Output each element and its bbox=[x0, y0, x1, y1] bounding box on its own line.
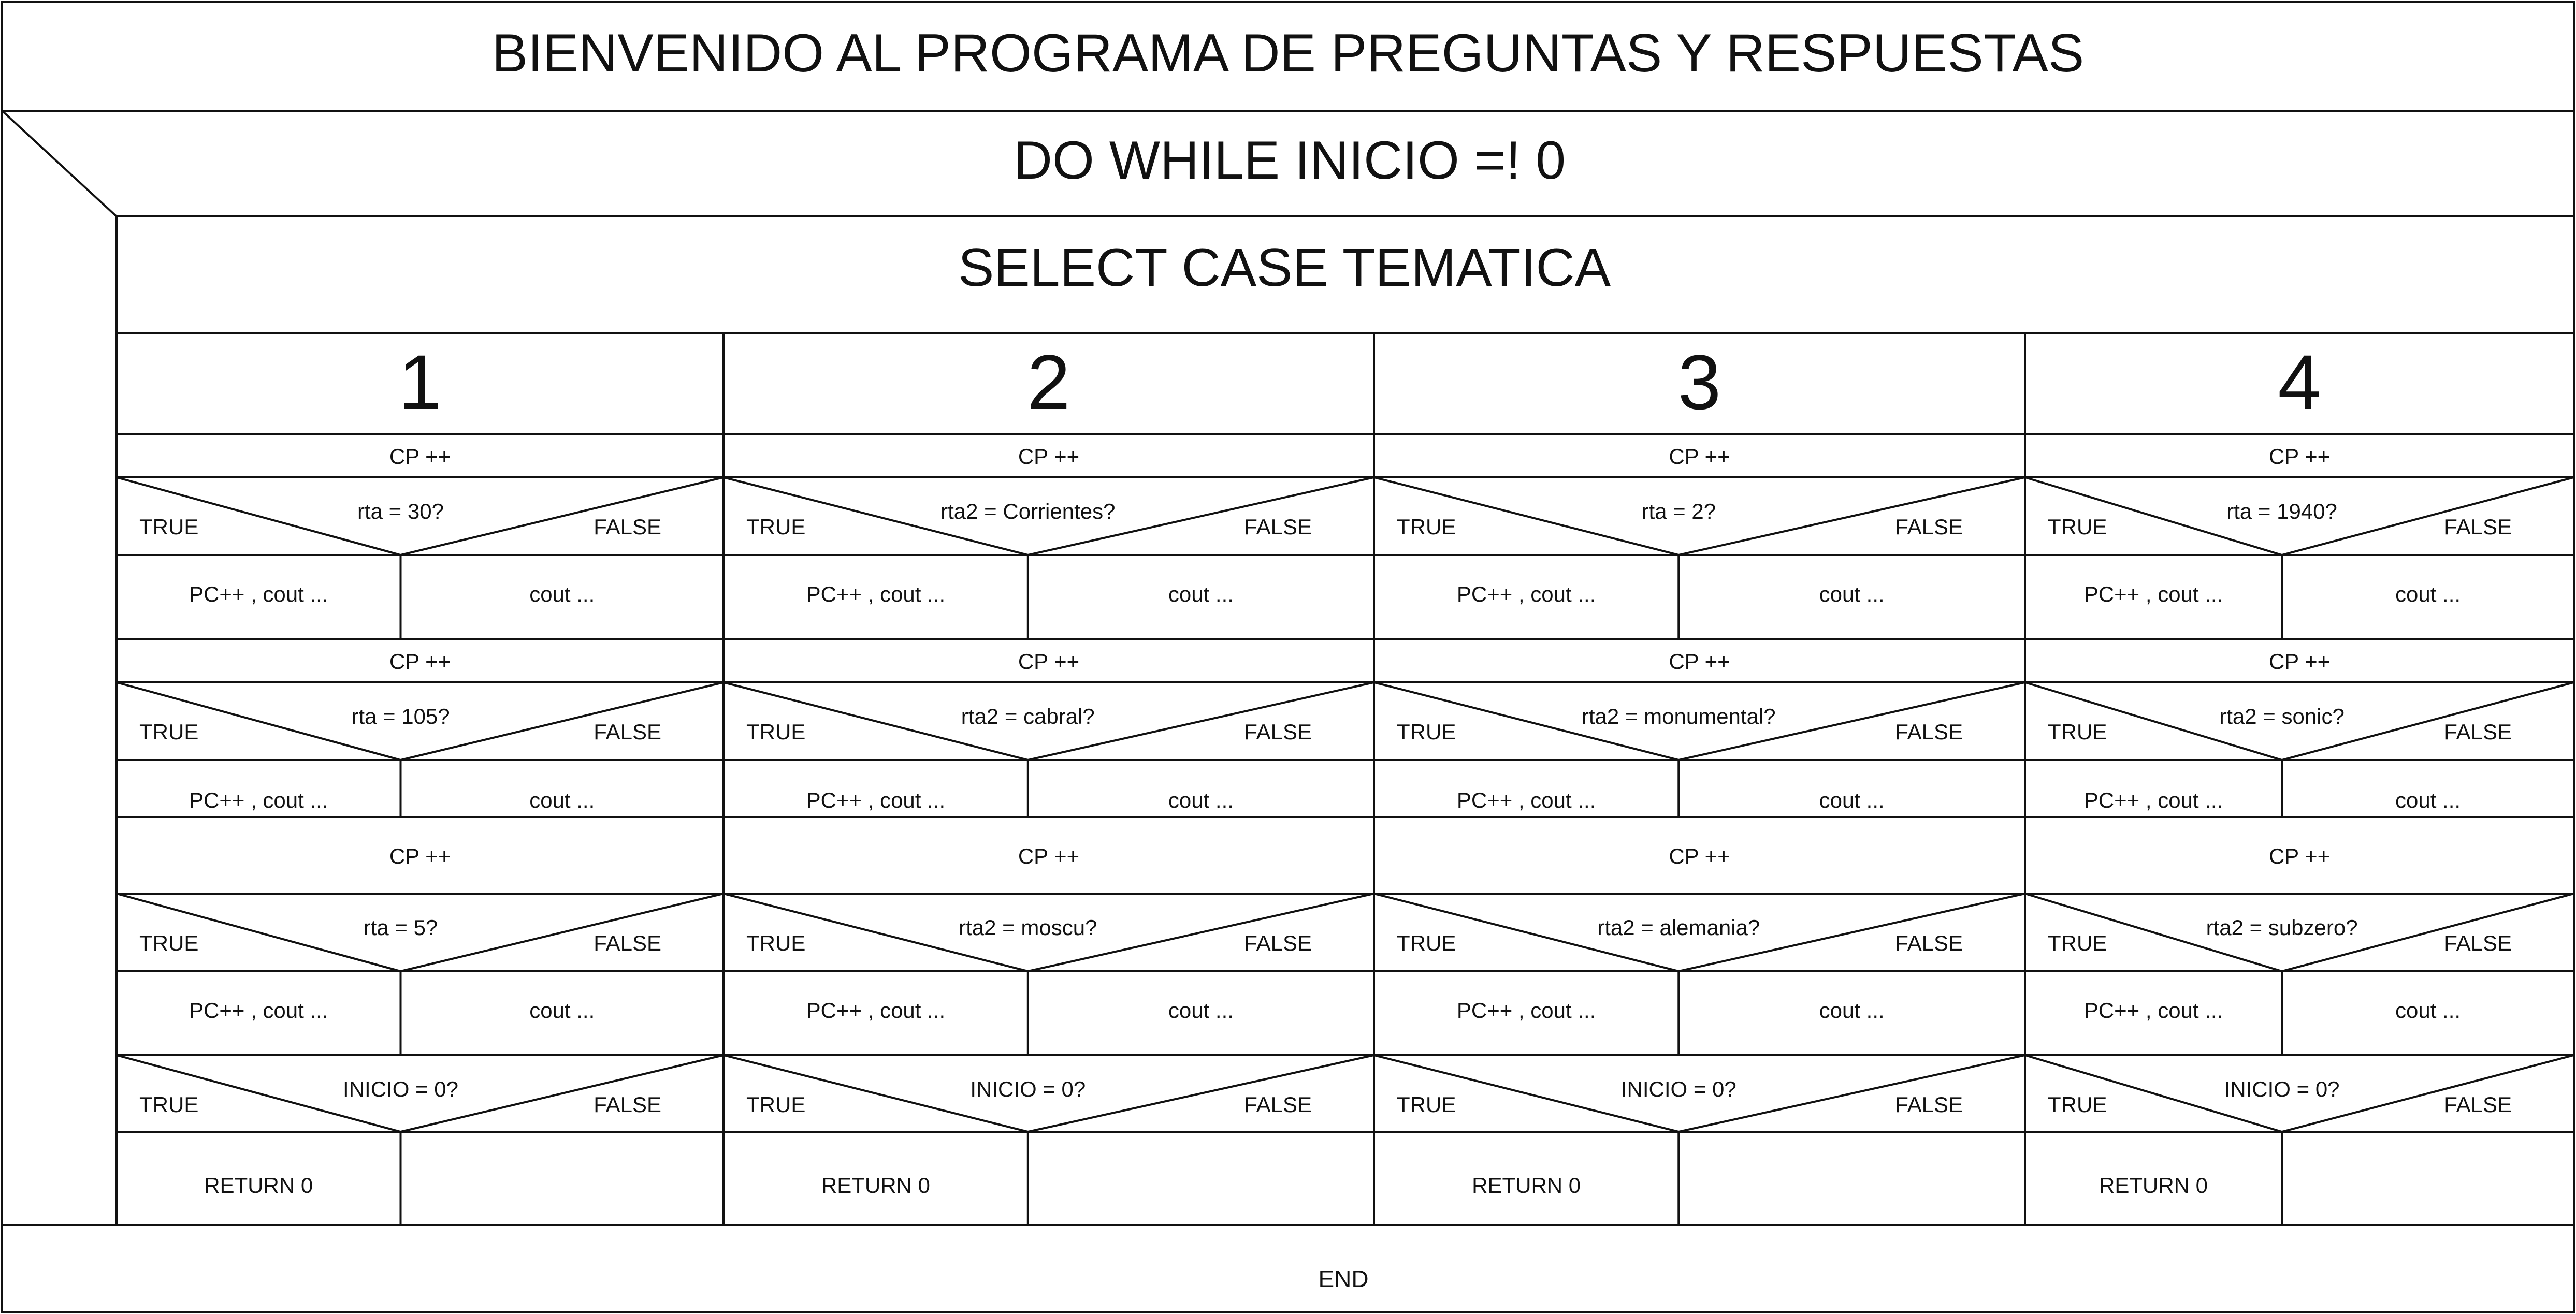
block-2-false-action: cout ... bbox=[1168, 788, 1234, 812]
final-condition: INICIO = 0? bbox=[2224, 1077, 2340, 1101]
final-false-label: FALSE bbox=[1895, 1092, 1963, 1117]
case-column-1 bbox=[117, 333, 723, 1225]
final-condition: INICIO = 0? bbox=[970, 1077, 1086, 1101]
block-2-true-label: TRUE bbox=[2048, 720, 2107, 744]
block-3-false-label: FALSE bbox=[2444, 931, 2512, 955]
block-3-true-label: TRUE bbox=[746, 931, 806, 955]
block-1-condition: rta = 30? bbox=[357, 499, 444, 523]
block-1-false-label: FALSE bbox=[1244, 515, 1312, 539]
block-3-true-action: PC++ , cout ... bbox=[189, 998, 328, 1023]
final-true-action: RETURN 0 bbox=[204, 1173, 313, 1198]
block-1-condition: rta = 2? bbox=[1641, 499, 1716, 523]
block-3-counter: CP ++ bbox=[389, 844, 451, 868]
case-column-4 bbox=[2025, 333, 2574, 1225]
block-2-condition: rta2 = sonic? bbox=[2219, 704, 2345, 728]
block-2-condition: rta = 105? bbox=[351, 704, 450, 728]
end-label: END bbox=[1318, 1265, 1369, 1292]
block-1-false-action: cout ... bbox=[2395, 582, 2461, 606]
block-3-true-action: PC++ , cout ... bbox=[1456, 998, 1596, 1023]
block-3-false-action: cout ... bbox=[2395, 998, 2461, 1023]
block-1-counter: CP ++ bbox=[2268, 444, 2331, 469]
block-2-false-label: FALSE bbox=[2444, 720, 2512, 744]
case-column-3 bbox=[1374, 333, 2025, 1225]
end-box bbox=[2, 1225, 2574, 1312]
block-1-condition: rta2 = Corrientes? bbox=[940, 499, 1116, 523]
block-1-false-label: FALSE bbox=[1895, 515, 1963, 539]
block-3-false-action: cout ... bbox=[1819, 998, 1885, 1023]
block-1-false-label: FALSE bbox=[594, 515, 661, 539]
final-true-label: TRUE bbox=[746, 1092, 806, 1117]
block-1-true-label: TRUE bbox=[2048, 515, 2107, 539]
final-condition: INICIO = 0? bbox=[1620, 1077, 1736, 1101]
program-title: BIENVENIDO AL PROGRAMA DE PREGUNTAS Y RESPUESTAS bbox=[491, 23, 2085, 83]
block-1-counter: CP ++ bbox=[389, 444, 451, 469]
block-2-counter: CP ++ bbox=[1669, 649, 1730, 674]
loop-diagonal bbox=[2, 111, 117, 216]
block-3-condition: rta2 = alemania? bbox=[1597, 915, 1760, 940]
block-2-true-action: PC++ , cout ... bbox=[2083, 788, 2223, 812]
block-2-false-label: FALSE bbox=[594, 720, 661, 744]
block-2-false-label: FALSE bbox=[1895, 720, 1963, 744]
case-number: 4 bbox=[2278, 339, 2321, 426]
final-false-label: FALSE bbox=[1244, 1092, 1312, 1117]
block-2-condition: rta2 = monumental? bbox=[1581, 704, 1776, 728]
loop-condition: DO WHILE INICIO =! 0 bbox=[1013, 130, 1566, 191]
final-false-label: FALSE bbox=[594, 1092, 661, 1117]
block-1-counter: CP ++ bbox=[1669, 444, 1730, 469]
final-true-action: RETURN 0 bbox=[2099, 1173, 2208, 1198]
final-true-label: TRUE bbox=[2048, 1092, 2107, 1117]
block-3-condition: rta2 = moscu? bbox=[959, 915, 1097, 940]
block-3-false-action: cout ... bbox=[1168, 998, 1234, 1023]
block-2-false-label: FALSE bbox=[1244, 720, 1312, 744]
block-3-counter: CP ++ bbox=[1669, 844, 1730, 868]
block-3-false-label: FALSE bbox=[1244, 931, 1312, 955]
block-3-counter: CP ++ bbox=[1018, 844, 1080, 868]
final-false-label: FALSE bbox=[2444, 1092, 2512, 1117]
block-3-true-label: TRUE bbox=[2048, 931, 2107, 955]
block-3-counter: CP ++ bbox=[2268, 844, 2331, 868]
block-1-true-label: TRUE bbox=[746, 515, 806, 539]
block-1-true-action: PC++ , cout ... bbox=[806, 582, 946, 606]
block-3-true-label: TRUE bbox=[139, 931, 199, 955]
block-2-false-action: cout ... bbox=[2395, 788, 2461, 812]
block-2-counter: CP ++ bbox=[1018, 649, 1080, 674]
final-true-action: RETURN 0 bbox=[821, 1173, 930, 1198]
block-2-counter: CP ++ bbox=[2268, 649, 2331, 674]
block-3-true-action: PC++ , cout ... bbox=[2083, 998, 2223, 1023]
block-3-condition: rta = 5? bbox=[363, 915, 438, 940]
block-3-false-action: cout ... bbox=[529, 998, 595, 1023]
case-number: 3 bbox=[1677, 339, 1721, 426]
block-3-true-action: PC++ , cout ... bbox=[806, 998, 946, 1023]
block-1-true-action: PC++ , cout ... bbox=[189, 582, 328, 606]
case-number: 1 bbox=[398, 339, 442, 426]
block-3-true-label: TRUE bbox=[1397, 931, 1456, 955]
final-condition: INICIO = 0? bbox=[343, 1077, 458, 1101]
block-2-true-action: PC++ , cout ... bbox=[806, 788, 946, 812]
block-1-false-label: FALSE bbox=[2444, 515, 2512, 539]
block-2-true-action: PC++ , cout ... bbox=[189, 788, 328, 812]
block-1-false-action: cout ... bbox=[529, 582, 595, 606]
block-1-true-action: PC++ , cout ... bbox=[1456, 582, 1596, 606]
block-1-false-action: cout ... bbox=[1168, 582, 1234, 606]
block-3-condition: rta2 = subzero? bbox=[2206, 915, 2358, 940]
final-true-label: TRUE bbox=[1397, 1092, 1456, 1117]
block-2-true-label: TRUE bbox=[139, 720, 199, 744]
block-1-true-label: TRUE bbox=[139, 515, 199, 539]
block-2-false-action: cout ... bbox=[1819, 788, 1885, 812]
block-2-true-action: PC++ , cout ... bbox=[1456, 788, 1596, 812]
block-3-false-label: FALSE bbox=[1895, 931, 1963, 955]
case-number: 2 bbox=[1027, 339, 1070, 426]
final-true-label: TRUE bbox=[139, 1092, 199, 1117]
block-1-true-action: PC++ , cout ... bbox=[2083, 582, 2223, 606]
block-2-counter: CP ++ bbox=[389, 649, 451, 674]
block-2-false-action: cout ... bbox=[529, 788, 595, 812]
block-1-condition: rta = 1940? bbox=[2226, 499, 2337, 523]
block-2-true-label: TRUE bbox=[1397, 720, 1456, 744]
block-2-condition: rta2 = cabral? bbox=[961, 704, 1095, 728]
final-true-action: RETURN 0 bbox=[1472, 1173, 1581, 1198]
block-3-false-label: FALSE bbox=[594, 931, 661, 955]
block-1-counter: CP ++ bbox=[1018, 444, 1080, 469]
case-columns bbox=[117, 333, 2574, 1225]
case-column-2 bbox=[723, 333, 1374, 1225]
block-2-true-label: TRUE bbox=[746, 720, 806, 744]
select-case-title: SELECT CASE TEMATICA bbox=[958, 238, 1611, 298]
block-1-false-action: cout ... bbox=[1819, 582, 1885, 606]
block-1-true-label: TRUE bbox=[1397, 515, 1456, 539]
